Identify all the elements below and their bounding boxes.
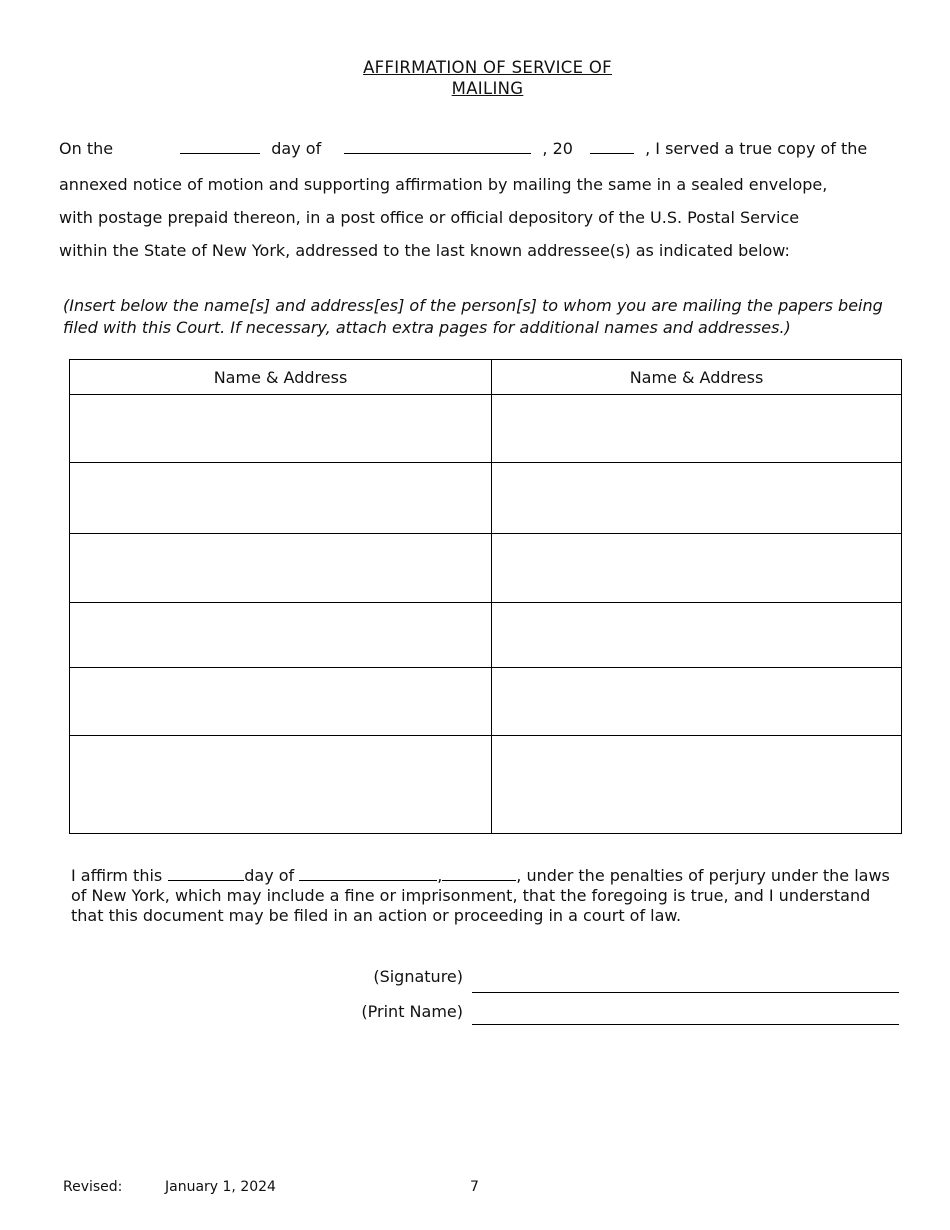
- address-cell[interactable]: [492, 736, 902, 834]
- service-day-blank[interactable]: [180, 139, 260, 154]
- address-cell[interactable]: [70, 736, 492, 834]
- affirm-month-blank[interactable]: [299, 866, 437, 881]
- address-cell[interactable]: [70, 668, 492, 736]
- affirm-day-blank[interactable]: [168, 866, 244, 881]
- title-line-2: MAILING: [451, 79, 524, 98]
- service-month-blank[interactable]: [344, 139, 531, 154]
- affirm-text: I affirm this: [71, 866, 163, 885]
- affirm-year-blank[interactable]: [442, 866, 516, 881]
- affirm-day-of-text: day of: [244, 866, 295, 885]
- address-cell[interactable]: [492, 395, 902, 463]
- mailing-instructions: (Insert below the name[s] and address[es] of the person[s] to whom you are mailing the papers being filed with this Court. If necessary, attach extra pages for additional names and addresses.): [63, 296, 883, 337]
- affirmation-paragraph: [71, 866, 901, 926]
- addressee-table: [69, 359, 902, 834]
- table-row: [70, 668, 902, 736]
- print-name-line[interactable]: [472, 1024, 899, 1025]
- service-year-blank[interactable]: [590, 139, 634, 154]
- revised-date: January 1, 2024: [165, 1179, 276, 1195]
- address-cell[interactable]: [492, 534, 902, 603]
- para-line-2: annexed notice of motion and supporting affirmation by mailing the same in a sealed envelope,: [59, 175, 828, 194]
- column-header-left: Name & Address: [70, 360, 492, 395]
- table-row: [70, 736, 902, 834]
- affirm-statement: , under the penalties of perjury under the laws of New York, which may include a fine or imprisonment, that the foregoing is true, and I understand that this document may be filed in an action or proceeding in a court of law.: [71, 866, 890, 925]
- day-of-text: day of: [271, 139, 322, 158]
- address-cell[interactable]: [492, 668, 902, 736]
- title-line-1: AFFIRMATION OF SERVICE OF: [363, 58, 612, 77]
- signature-line[interactable]: [472, 992, 899, 993]
- year-prefix-text: , 20: [542, 139, 573, 158]
- table-row: [70, 395, 902, 463]
- table-row: [70, 534, 902, 603]
- address-cell[interactable]: [492, 603, 902, 668]
- served-copy-text: , I served a true copy of the: [645, 139, 868, 158]
- column-header-right: Name & Address: [492, 360, 902, 395]
- address-cell[interactable]: [70, 463, 492, 534]
- print-name-label: (Print Name): [361, 1002, 463, 1021]
- on-the-text: On the: [59, 139, 114, 158]
- revised-label: Revised:: [63, 1179, 123, 1195]
- signature-label: (Signature): [373, 967, 463, 986]
- affirm-comma: ,: [437, 866, 443, 885]
- table-row: [70, 603, 902, 668]
- table-row: [70, 463, 902, 534]
- document-title: [0, 57, 950, 99]
- para-line-4: within the State of New York, addressed to the last known addressee(s) as indicated below:: [59, 241, 790, 260]
- service-date-line: [59, 139, 867, 158]
- table-header-row: [70, 360, 902, 395]
- address-cell[interactable]: [492, 463, 902, 534]
- address-cell[interactable]: [70, 534, 492, 603]
- page-number: 7: [470, 1179, 479, 1195]
- address-cell[interactable]: [70, 603, 492, 668]
- address-cell[interactable]: [70, 395, 492, 463]
- para-line-3: with postage prepaid thereon, in a post office or official depository of the U.S. Postal Service: [59, 208, 800, 227]
